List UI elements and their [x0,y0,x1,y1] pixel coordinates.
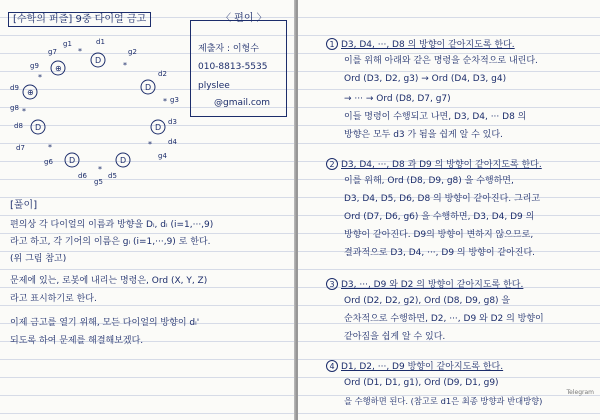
solution-line-7: 되도록 하여 문제를 해결해보겠다. [10,336,144,346]
label-g7: g7 [48,48,57,56]
label-d3: d3 [168,118,177,126]
section-2-number: 2 [326,158,338,170]
section-2-line-2: 이를 위해, Ord (D8, D9, g8) 을 수행하면, [344,176,514,186]
label-g2: g2 [128,48,137,56]
section-4-line-1: D1, D2, ···, D9 방향이 같아지도록 한다. [341,362,504,372]
label-d6: d6 [78,172,87,180]
svg-text:*: * [163,97,167,106]
svg-text:*: * [48,143,52,152]
contact-line-1: 제출자 : 이형수 [198,44,259,54]
section-1-line-3: Ord (D3, D2, g3) → Ord (D4, D3, g4) [344,74,507,84]
svg-text:*: * [78,47,82,56]
section-2-line-4: Ord (D7, D6, g6) 을 수행하면, D3, D4, D9 의 [344,212,535,222]
section-2-line-3: D3, D4, D5, D6, D8 의 방향이 같아진다. 그리고 [344,194,541,204]
label-d2: d2 [158,70,167,78]
section-1-line-5: 이들 명령이 수행되고 나면, D3, D4, ··· D8 의 [344,112,527,122]
contact-line-2: 010-8813-5535 [198,62,268,72]
solution-heading: [풀이] [10,200,38,211]
contact-heading: 〈 편이 〉 [221,13,267,24]
label-d9: d9 [10,84,19,92]
svg-text:D: D [155,123,162,132]
section-1-line-2: 이를 위해 아래와 같은 명령을 순차적으로 내린다. [344,56,538,66]
svg-text:*: * [148,140,152,149]
svg-text:D: D [95,56,102,65]
section-2-title [326,158,542,171]
svg-text:⊕: ⊕ [27,88,34,97]
left-page [0,0,296,420]
label-d4: d4 [168,138,177,146]
svg-text:*: * [123,61,127,70]
section-3-title [326,278,523,291]
label-d5: d5 [108,172,117,180]
solution-line-6: 이제 금고를 열기 위해, 모든 다이얼의 방향이 dᵢ' [10,318,200,328]
section-1-title [326,38,515,51]
solution-line-2: 라고 하고, 각 기어의 이름은 gᵢ (i=1,···,9) 로 한다. [10,237,211,247]
section-1-line-1: D3, D4, ···, D8 의 방향이 같아지도록 한다. [341,40,515,50]
label-g1: g1 [63,40,72,48]
page-title: [수학의 퍼즐] 9중 다이얼 금고 [8,12,151,27]
section-2-line-6: 결과적으로 D3, D4, ···, D9 의 방향이 같아진다. [344,248,536,258]
section-3-line-3: 순차적으로 수행하면, D2, ···, D9 와 D2 의 방향이 [344,314,544,324]
solution-line-5: 라고 표시하기로 한다. [10,294,97,304]
section-2-line-5: 방향이 같아진다. D9의 방향이 변하지 않으므로, [344,230,534,240]
section-4-title [326,360,503,373]
contact-line-4: @gmail.com [214,98,271,108]
label-d7: d7 [16,144,25,152]
right-page [298,0,600,420]
section-2-line-1: D3, D4, ···, D8 과 D9 의 방향이 같아지도록 한다. [341,160,542,170]
label-g5: g5 [94,178,103,186]
label-d1: d1 [96,38,105,46]
section-1-line-6: 방향은 모두 d3 가 됨을 쉽게 알 수 있다. [344,130,503,140]
label-d8: d8 [14,122,23,130]
section-3-line-1: D3, ···, D9 와 D2 의 방향이 같아지도록 한다. [341,280,524,290]
contact-line-3: plyslee [198,81,230,91]
section-1-number: 1 [326,38,338,50]
section-3-number: 3 [326,278,338,290]
section-3-line-2: Ord (D2, D2, g2), Ord (D8, D9, g8) 을 [344,296,511,306]
label-g3: g3 [170,96,179,104]
dial-gear-diagram [8,32,188,192]
svg-text:D: D [120,156,127,165]
svg-text:⊕: ⊕ [55,64,62,73]
svg-text:*: * [22,107,26,116]
label-g9: g9 [30,62,39,70]
svg-text:D: D [69,156,76,165]
section-1-line-4: → ··· → Ord (D8, D7, g7) [344,94,451,104]
watermark-text: Telegram [566,389,594,396]
section-4-number: 4 [326,360,338,372]
section-3-line-4: 같아짐을 쉽게 알 수 있다. [344,332,446,342]
section-4-line-3: 을 수행하면 된다. (참고로 d1은 최종 방향과 반대방향) [344,396,543,406]
solution-line-1: 편의상 각 다이얼의 이름과 방향을 Dᵢ, dᵢ (i=1,···,9) [10,220,214,230]
svg-text:*: * [38,73,42,82]
solution-line-3: (위 그림 참고) [10,254,67,264]
label-g8: g8 [10,104,19,112]
section-4-line-2: Ord (D1, D1, g1), Ord (D9, D1, g9) [344,378,499,388]
label-g4: g4 [158,152,167,160]
svg-text:D: D [145,83,152,92]
solution-line-4: 문제에 있는, 로봇에 내리는 명령은, Ord (X, Y, Z) [10,276,208,286]
svg-text:D: D [35,123,42,132]
svg-text:*: * [98,165,102,174]
label-g6: g6 [44,158,53,166]
